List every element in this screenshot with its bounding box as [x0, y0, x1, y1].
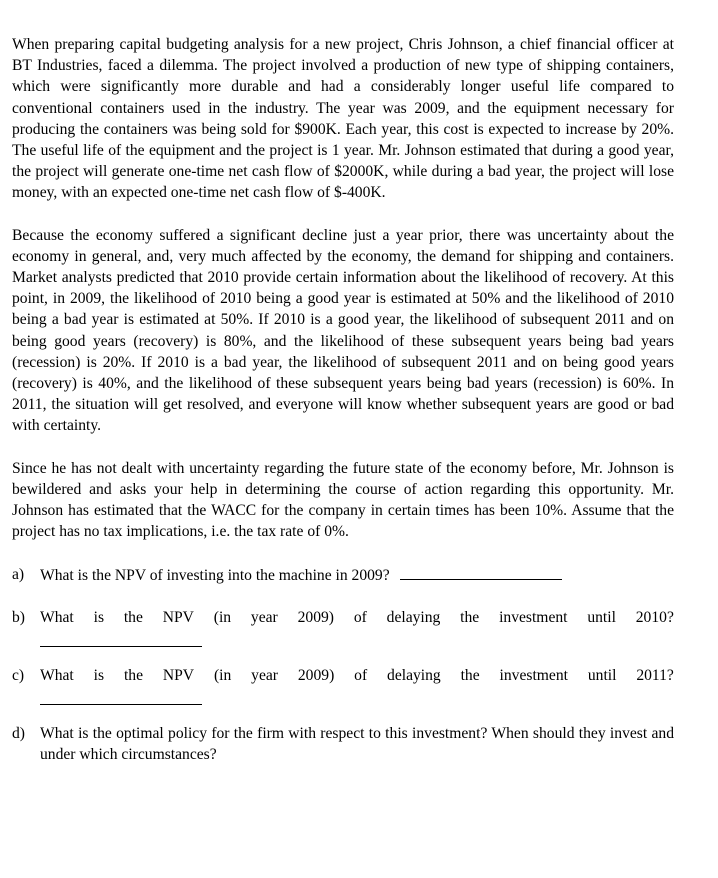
document-page — [12, 34, 674, 765]
answer-blank-a[interactable] — [400, 564, 562, 580]
question-d-label: d) — [12, 725, 25, 743]
question-c-text: What is the NPV (in year 2009) of delaying the investment until 2011? — [40, 666, 674, 684]
question-b-text: What is the NPV (in year 2009) of delaying the investment until 2010? — [40, 608, 674, 626]
question-c — [12, 665, 674, 705]
question-a — [12, 564, 674, 586]
question-b-label: b) — [12, 608, 25, 626]
question-d-text: What is the optimal policy for the firm with respect to this investment? When should they invest and under which circumstances? — [40, 725, 674, 764]
answer-blank-b[interactable] — [40, 636, 202, 647]
paragraph-economy: Because the economy suffered a significant decline just a year prior, there was uncertainty about the economy in general, and, very much affected by the economy, the demand for shipping and containers. Market analysts predicted that 2010 provide certain information about the likelihood of recovery. At this point, in 2009, the likelihood of 2010 being a good year is estimated at 50% and the likelihood of 2010 being a bad year is estimated at 50%. If 2010 is a good year, the likelihood of subsequent 2011 and on being good years (recovery) is 80%, and the likelihood of these subsequent years being bad years (recession) is 20%. If 2010 is a bad year, the likelihood of subsequent 2011 and on being good years (recovery) is 40%, and the likelihood of these subsequent years being bad years (recession) is 60%. In 2011, the situation will get resolved, and everyone will know whether subsequent years are good or bad with certainty. — [12, 226, 674, 435]
question-a-text: What is the NPV of investing into the machine in 2009? — [40, 567, 390, 585]
question-d — [12, 723, 674, 765]
question-c-label: c) — [12, 666, 25, 684]
question-b — [12, 607, 674, 647]
answer-blank-c[interactable] — [40, 694, 202, 705]
question-a-label: a) — [12, 566, 25, 584]
paragraph-request: Since he has not dealt with uncertainty regarding the future state of the economy before, Mr. Johnson is bewildered and asks your help in determining the course of action regarding this opportunity. Mr. Johnson has estimated that the WACC for the company in certain times has been 10%. Assume that the project has no tax implications, i.e. the tax rate of 0%. — [12, 459, 674, 541]
paragraph-intro: When preparing capital budgeting analysis for a new project, Chris Johnson, a chief financial officer at BT Industries, faced a dilemma. The project involved a production of new type of shipping containers, which were significantly more durable and had a considerably longer useful life compared to conventional containers used in the industry. The year was 2009, and the equipment necessary for producing the containers was being sold for $900K. Each year, this cost is expected to increase by 20%. The useful life of the equipment and the project is 1 year. Mr. Johnson estimated that during a good year, the project will generate one-time net cash flow of $2000K, while during a bad year, the project will lose money, with an expected one-time net cash flow of $-400K. — [12, 36, 674, 202]
